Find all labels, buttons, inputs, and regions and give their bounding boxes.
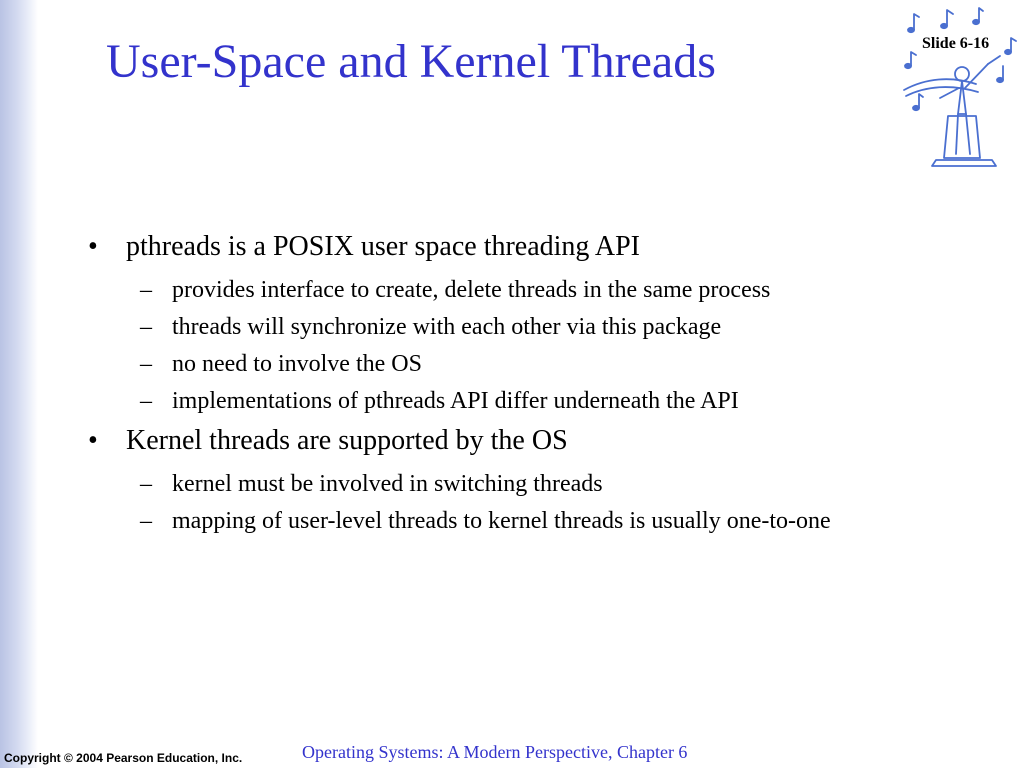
sub-text: kernel must be involved in switching threads: [172, 471, 603, 497]
music-note-icon: [997, 66, 1003, 82]
sub-list: [126, 277, 948, 415]
music-note-icon: [905, 52, 916, 68]
bullet-text: Kernel threads are supported by the OS: [126, 425, 568, 456]
sub-text: provides interface to create, delete threads in the same process: [172, 277, 771, 303]
sub-text: threads will synchronize with each other via this package: [172, 314, 722, 340]
sub-dash: –: [140, 277, 152, 303]
sub-text: no need to involve the OS: [172, 351, 422, 377]
music-note-icon: [908, 14, 919, 32]
sub-dash: –: [140, 314, 152, 340]
sub-item: [126, 277, 948, 304]
bullet-item: [88, 421, 948, 535]
music-note-icon: [1005, 38, 1016, 54]
music-note-icon: [913, 94, 923, 110]
sub-dash: –: [140, 388, 152, 414]
sub-item: [126, 508, 948, 535]
bullet-text: pthreads is a POSIX user space threading API: [126, 231, 641, 262]
sub-dash: –: [140, 508, 152, 534]
sub-item: [126, 471, 948, 498]
music-note-icon: [941, 10, 953, 28]
bullet-dot: •: [88, 425, 98, 456]
bullet-item: [88, 227, 948, 415]
sub-item: [126, 351, 948, 378]
left-decorative-bar: [0, 0, 38, 768]
sub-dash: –: [140, 471, 152, 497]
footer-book-title: Operating Systems: A Modern Perspective, Chapter 6: [302, 742, 688, 762]
footer-copyright: Copyright © 2004 Pearson Education, Inc.: [4, 751, 243, 765]
sub-item: [126, 314, 948, 341]
slide-title: User-Space and Kernel Threads: [106, 35, 716, 88]
sub-item: [126, 388, 948, 415]
conductor-illustration: [896, 4, 1020, 172]
slide-body: [88, 226, 948, 535]
bullet-dot: •: [88, 231, 98, 262]
sub-text: implementations of pthreads API differ underneath the API: [172, 388, 739, 414]
sub-list: [126, 471, 948, 535]
slide-number: Slide 6-16: [922, 35, 990, 52]
sub-dash: –: [140, 351, 152, 377]
sub-text: mapping of user-level threads to kernel threads is usually one-to-one: [172, 508, 831, 534]
music-note-icon: [973, 8, 983, 24]
